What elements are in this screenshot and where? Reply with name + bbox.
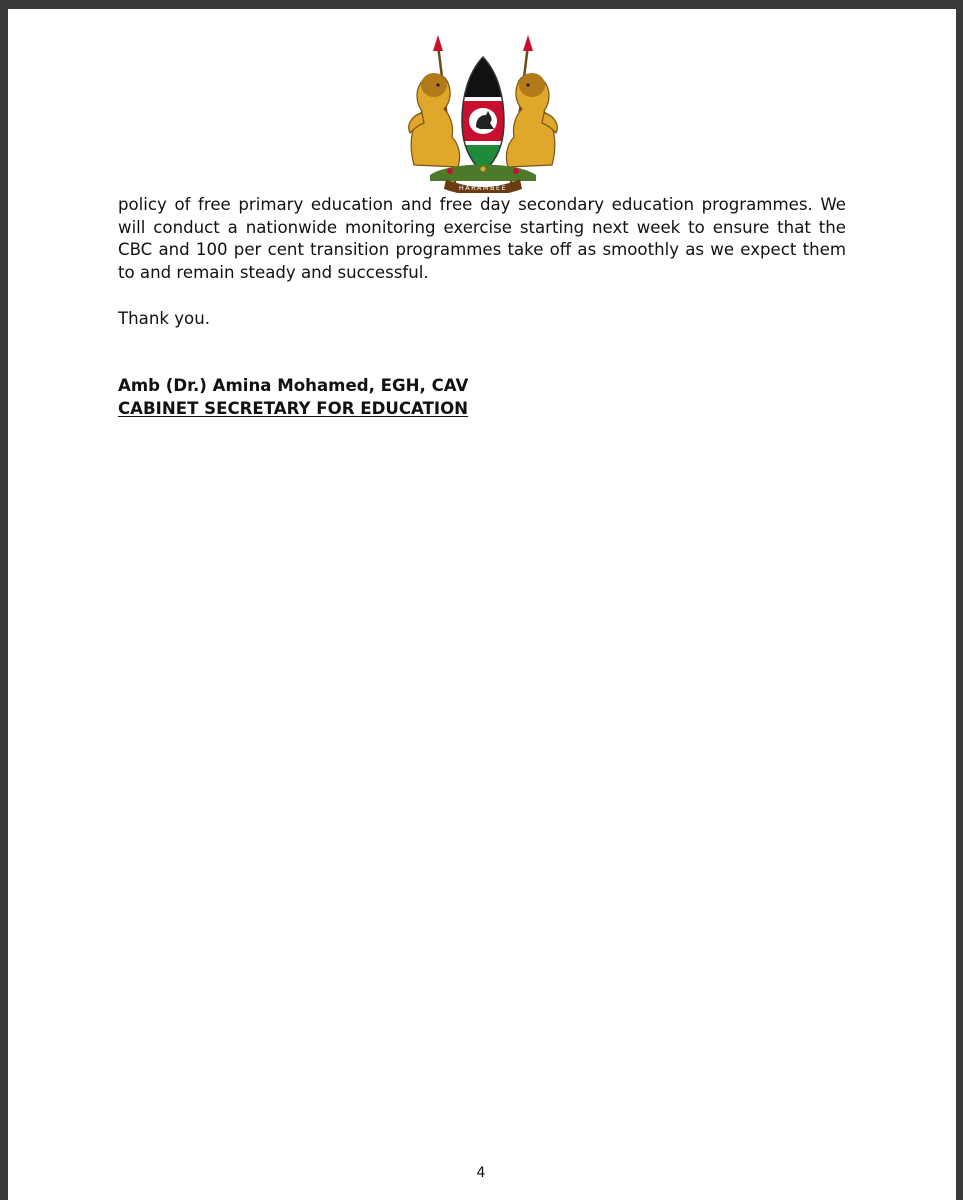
signatory-name: Amb (Dr.) Amina Mohamed, EGH, CAV	[118, 376, 469, 395]
closing-text: Thank you.	[118, 309, 210, 328]
document-page	[8, 9, 956, 1200]
page-number: 4	[476, 1165, 486, 1181]
kenya-coat-of-arms-emblem	[400, 33, 566, 193]
body-paragraph: policy of free primary education and free day secondary education programmes. We will conduct a nationwide monitoring exercise starting next week to ensure that the CBC and 100 per cent transition programmes take off as smoothly as we expect them to and remain steady and successful.	[118, 195, 846, 282]
signatory-title: CABINET SECRETARY FOR EDUCATION	[118, 399, 469, 418]
svg-text:HARAMBEE: HARAMBEE	[458, 184, 508, 192]
